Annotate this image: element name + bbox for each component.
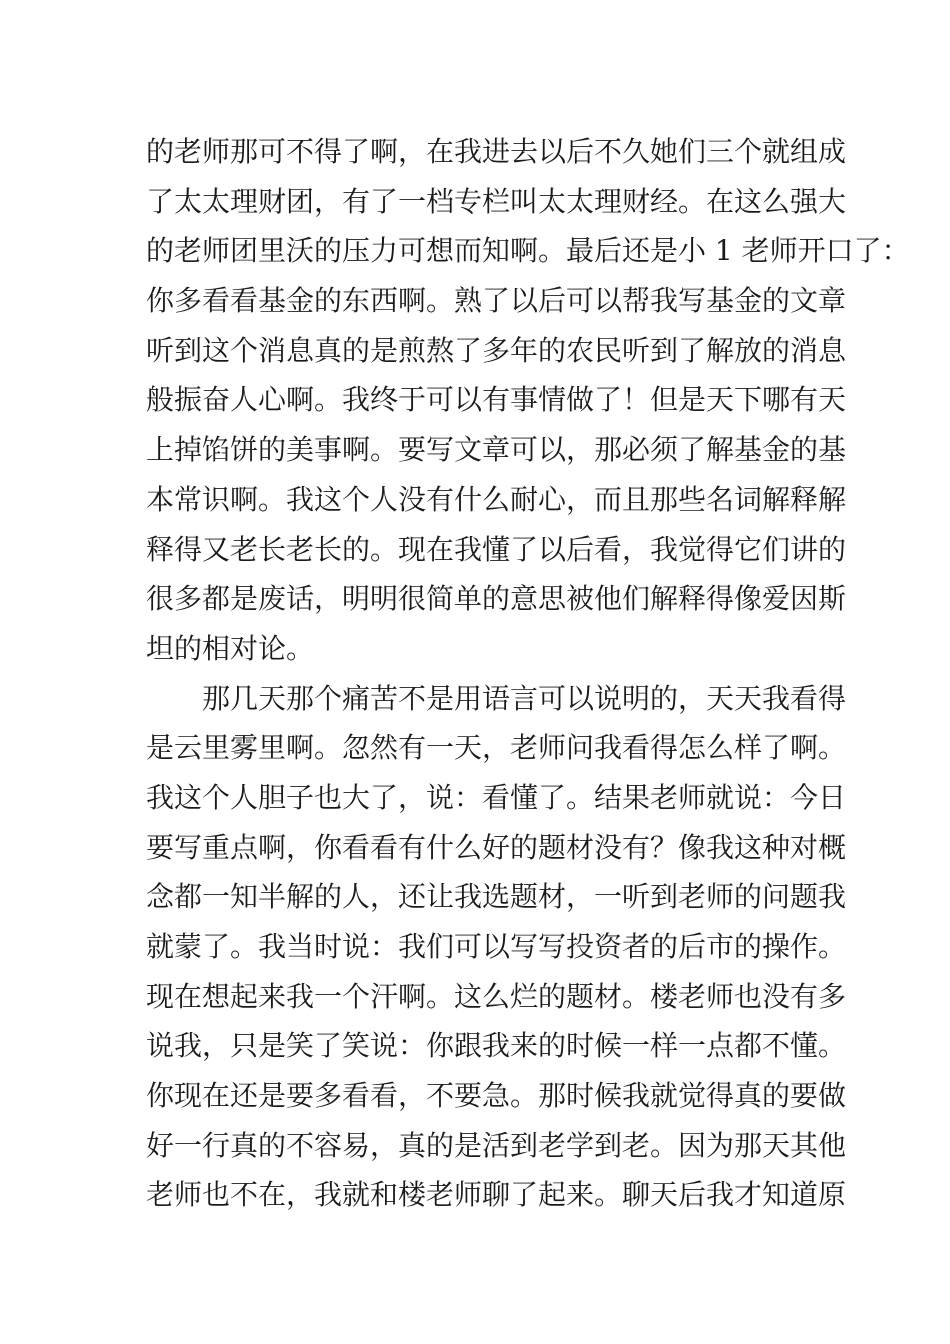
- body-text: [146, 127, 910, 1220]
- text-line: 的老师那可不得了啊，在我进去以后不久她们三个就组成: [146, 135, 847, 168]
- text-line: 般振奋人心啊。我终于可以有事情做了！但是天下哪有天: [146, 383, 847, 417]
- text-line: 好一行真的不容易，真的是活到老学到老。因为那天其他: [146, 1128, 847, 1162]
- text-line: 念都一知半解的人，还让我选题材，一听到老师的问题我: [146, 880, 847, 914]
- text-line: 是云里雾里啊。忽然有一天，老师问我看得怎么样了啊。: [146, 731, 847, 765]
- text-line: 要写重点啊，你看看有什么好的题材没有？像我这种对概: [146, 830, 847, 864]
- text-line: 就蒙了。我当时说：我们可以写写投资者的后市的操作。: [146, 930, 847, 963]
- text-line: 的老师团里沃的压力可想而知啊。最后还是小 1 老师开口了：: [146, 234, 910, 268]
- text-line: 说我，只是笑了笑说：你跟我来的时候一样一点都不懂。: [146, 1029, 847, 1063]
- text-line: 释得又老长老长的。现在我懂了以后看，我觉得它们讲的: [146, 532, 847, 566]
- text-line: 坦的相对论。: [146, 631, 315, 665]
- text-line: 你现在还是要多看看，不要急。那时候我就觉得真的要做: [146, 1079, 847, 1113]
- text-line: 本常识啊。我这个人没有什么耐心，而且那些名词解释解: [146, 482, 847, 516]
- text-line: 现在想起来我一个汗啊。这么烂的题材。楼老师也没有多: [146, 979, 847, 1013]
- text-line: 很多都是废话，明明很简单的意思被他们解释得像爱因斯: [146, 582, 847, 616]
- text-line: 上掉馅饼的美事啊。要写文章可以，那必须了解基金的基: [146, 433, 847, 467]
- text-line: 你多看看基金的东西啊。熟了以后可以帮我写基金的文章: [146, 284, 847, 318]
- text-line: 老师也不在，我就和楼老师聊了起来。聊天后我才知道原: [146, 1178, 847, 1212]
- paragraph-start-line: 那几天那个痛苦不是用语言可以说明的，天天我看得: [202, 681, 847, 715]
- text-line: 了太太理财团，有了一档专栏叫太太理财经。在这么强大: [146, 184, 847, 218]
- text-line: 听到这个消息真的是煎熬了多年的农民听到了解放的消息: [146, 333, 847, 367]
- text-line: 我这个人胆子也大了，说：看懂了。结果老师就说：今日: [146, 780, 847, 814]
